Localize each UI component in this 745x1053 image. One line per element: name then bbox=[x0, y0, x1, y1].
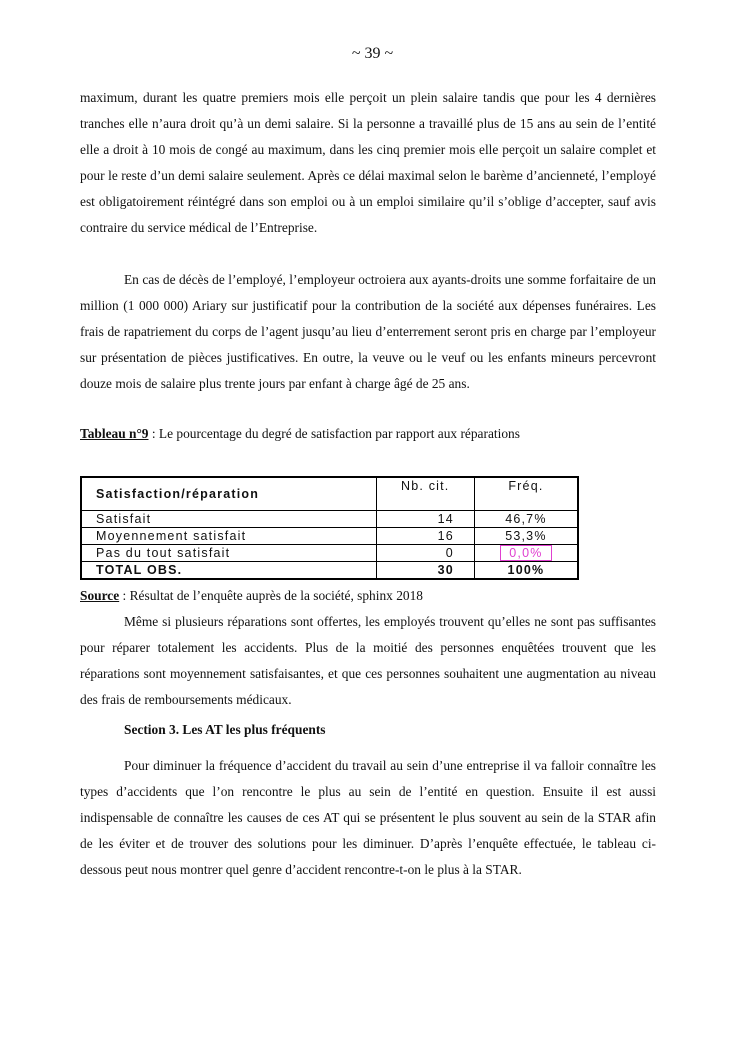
row-count: 16 bbox=[376, 528, 474, 545]
source-label: Source bbox=[80, 588, 120, 603]
row-count: 14 bbox=[376, 511, 474, 528]
page-number: ~ 39 ~ bbox=[351, 45, 394, 62]
table-row bbox=[81, 545, 578, 562]
row-label: Pas du tout satisfait bbox=[81, 545, 376, 562]
row-frequency-highlighted: 0,0% bbox=[500, 545, 551, 561]
header-count: Nb. cit. bbox=[376, 477, 474, 511]
row-frequency-cell bbox=[474, 545, 578, 562]
total-label: TOTAL OBS. bbox=[81, 562, 376, 580]
table-source bbox=[80, 586, 423, 606]
total-count: 30 bbox=[376, 562, 474, 580]
row-frequency: 46,7% bbox=[474, 511, 578, 528]
header-satisfaction: Satisfaction/réparation bbox=[81, 477, 376, 511]
table-header-row bbox=[81, 477, 578, 511]
table-caption-text: : Le pourcentage du degré de satisfaction par rapport aux réparations bbox=[148, 426, 520, 441]
total-frequency: 100% bbox=[474, 562, 578, 580]
section-title: Section 3. Les AT les plus fréquents bbox=[124, 722, 326, 737]
satisfaction-table bbox=[80, 476, 579, 580]
table-row bbox=[81, 511, 578, 528]
row-count: 0 bbox=[376, 545, 474, 562]
table-caption bbox=[80, 424, 520, 444]
table-caption-label: Tableau n°9 bbox=[80, 426, 149, 441]
paragraph-2: En cas de décès de l’employé, l’employeur octroiera aux ayants-droits une somme forfaitaire de un million (1 000 000) Ariary sur justificatif pour la contribution de la société aux dépenses funéraires. Les frais de rapatriement du corps de l’agent jusqu’au lieu d’enterrement seront pris en charge par l’employeur sur présentation de pièces justificatives. En outre, la veuve ou le veuf ou les enfants mineurs percevront douze mois de salaire plus trente jours par enfant à charge âgé de 25 ans. bbox=[80, 272, 656, 391]
paragraph-1: maximum, durant les quatre premiers mois elle perçoit un plein salaire tandis que pour les 4 dernières tranches elle n’aura droit qu’à un demi salaire. Si la personne a travaillé plus de 15 ans au sein de l’entité elle a droit à 10 mois de congé au maximum, dans les cinq premier mois elle perçoit un salaire complet et pour le reste d’un demi salaire seulement. Après ce délai maximal selon le barème d’ancienneté, l’employé est obligatoirement réintégré dans son emploi ou à un emploi similaire qu’il s’oblige d’accepter, sauf avis contraire du service médical de l’Entreprise. bbox=[80, 90, 656, 235]
paragraph-3: Même si plusieurs réparations sont offertes, les employés trouvent qu’elles ne sont pas suffisantes pour réparer totalement les accidents. Plus de la moitié des personnes enquêtées trouvent que les réparations sont moyennement satisfaisantes, et que ces personnes souhaitent une augmentation au niveau des frais de remboursements médicaux. bbox=[80, 614, 656, 707]
row-frequency: 53,3% bbox=[474, 528, 578, 545]
paragraph-4: Pour diminuer la fréquence d’accident du travail au sein d’une entreprise il va falloir connaître les types d’accidents que l’on rencontre le plus au sein de l’entité en question. Ensuite il est aussi indispensable de connaître les causes de ces AT qui se présentent le plus souvent au sein de la STAR afin de les éviter et de trouver des solutions pour les diminuer. D’après l’enquête effectuée, le tableau ci-dessous peut nous montrer quel genre d’accident rencontre-t-on le plus à la STAR. bbox=[80, 758, 656, 877]
row-label: Satisfait bbox=[81, 511, 376, 528]
table-total-row bbox=[81, 562, 578, 580]
header-frequency: Fréq. bbox=[474, 477, 578, 511]
table-row bbox=[81, 528, 578, 545]
row-label: Moyennement satisfait bbox=[81, 528, 376, 545]
source-text: : Résultat de l’enquête auprès de la société, sphinx 2018 bbox=[119, 588, 423, 603]
